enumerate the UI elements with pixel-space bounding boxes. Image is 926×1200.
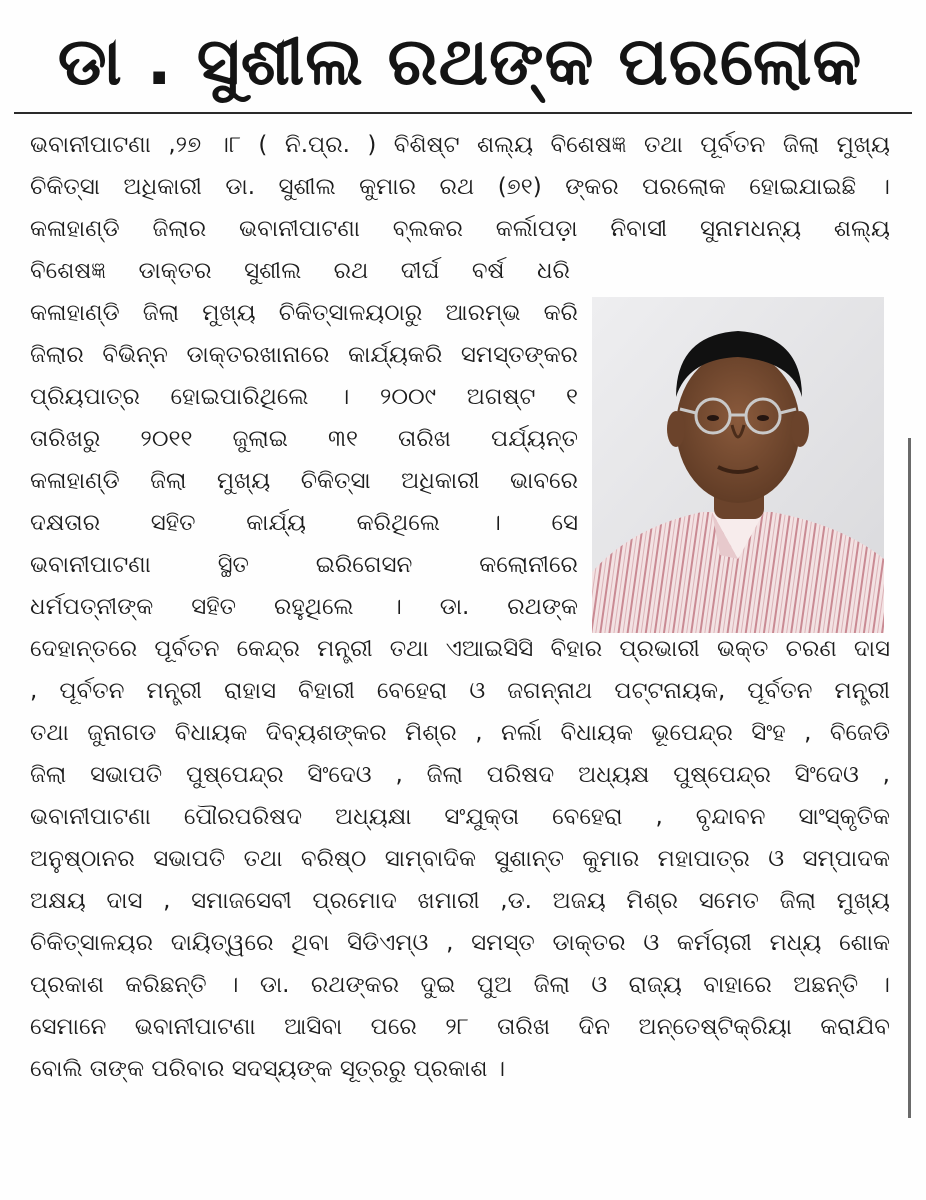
- article-line: ଭବାନୀପାଟଣା ,୨୭ ।୮ ( ନି.ପ୍ର. ) ବିଶିଷ୍ଟ ଶଲ୍ୟ ବିଶେଷଜ୍ଞ ତଥା ପୂର୍ବତନ ଜିଲା ମୁଖ୍ୟ: [30, 132, 890, 158]
- article-line: କଳାହାଣ୍ଡି ଜିଲାର ଭବାନୀପାଟଣା ବ୍ଲକର କର୍ଲାପଡ଼ା ନିବାସୀ ସୁନାମଧନ୍ୟ ଶଲ୍ୟ: [30, 216, 890, 242]
- article-line: କଳାହାଣ୍ଡି ଜିଲା ମୁଖ୍ୟ ଚିକିତ୍ସା ଅଧିକାରୀ ଭାବରେ: [30, 468, 578, 494]
- article-line: ଦକ୍ଷତାର ସହିତ କାର୍ଯ୍ୟ କରିଥିଲେ । ସେ: [30, 510, 578, 536]
- article-line: ଜିଲାର ବିଭିନ୍ନ ଡାକ୍ତରଖାନାରେ କାର୍ଯ୍ୟକରି ସମସ୍ତଙ୍କର: [30, 342, 578, 368]
- headline: ଡା . ସୁଶୀଲ ରଥଙ୍କ ପରଲୋକ: [57, 23, 863, 100]
- page-edge-rule: [908, 438, 911, 1118]
- article-line: ଦେହାନ୍ତରେ ପୂର୍ବତନ କେନ୍ଦ୍ର ମନ୍ତ୍ରୀ ତଥା ଏଆଇସିସି ବିହାର ପ୍ରଭାରୀ ଭକ୍ତ ଚରଣ ଦାସ: [30, 636, 890, 662]
- article-line: ଭବାନୀପାଟଣା ସ୍ଥିତ ଇରିଗେସନ କଲୋନୀରେ: [30, 552, 578, 578]
- article-line: ପ୍ରିୟପାତ୍ର ହୋଇପାରିଥିଲେ । ୨୦୦୯ ଅଗଷ୍ଟ ୧: [30, 384, 578, 410]
- article-line: ଚିକିତ୍ସାଳୟର ଦାୟିତ୍ୱରେ ଥିବା ସିଡିଏମ୍ଓ , ସମସ୍ତ ଡାକ୍ତର ଓ କର୍ମଚାରୀ ମଧ୍ୟ ଶୋକ: [30, 930, 890, 956]
- article-line: ଅନୁଷ୍ଠାନର ସଭାପତି ତଥା ବରିଷ୍ଠ ସାମ୍ବାଦିକ ସୁଶାନ୍ତ କୁମାର ମହାପାତ୍ର ଓ ସମ୍ପାଦକ: [30, 846, 890, 872]
- article-line: କଳାହାଣ୍ଡି ଜିଲା ମୁଖ୍ୟ ଚିକିତ୍ସାଳୟଠାରୁ ଆରମ୍ଭ କରି: [30, 300, 578, 326]
- article-line: ବୋଲି ତାଙ୍କ ପରିବାର ସଦସ୍ୟଙ୍କ ସୂତ୍ରରୁ ପ୍ରକାଶ ।: [30, 1056, 506, 1082]
- article-line: ବିଶେଷଜ୍ଞ ଡାକ୍ତର ସୁଶୀଲ ରଥ ଦୀର୍ଘ ବର୍ଷ ଧରି: [30, 258, 570, 284]
- portrait-photo: [592, 297, 884, 633]
- headline-rule: [14, 112, 912, 114]
- article-line: ଚିକିତ୍ସା ଅଧିକାରୀ ଡା. ସୁଶୀଲ କୁମାର ରଥ (୭୧) ଙ୍କର ପରଲୋକ ହୋଇଯାଇଛି ।: [30, 174, 890, 200]
- article-line: ଧର୍ମପତ୍ନୀଙ୍କ ସହିତ ରହୁଥିଲେ । ଡା. ରଥଙ୍କ: [30, 594, 578, 620]
- article-line: ଅକ୍ଷୟ ଦାସ , ସମାଜସେବୀ ପ୍ରମୋଦ ଖମାରୀ ,ଡ. ଅଜୟ ମିଶ୍ର ସମେତ ଜିଲା ମୁଖ୍ୟ: [30, 888, 890, 914]
- portrait-image: [592, 297, 884, 633]
- article-line: ତାରିଖରୁ ୨୦୧୧ ଜୁଲାଇ ୩୧ ତାରିଖ ପର୍ଯ୍ୟନ୍ତ: [30, 426, 578, 452]
- article-line: ଭବାନୀପାଟଣା ପୌରପରିଷଦ ଅଧ୍ୟକ୍ଷା ସଂଯୁକ୍ତା ବେହେରା , ବୃନ୍ଦାବନ ସାଂସ୍କୃତିକ: [30, 804, 890, 830]
- article-line: , ପୂର୍ବତନ ମନ୍ତ୍ରୀ ରାହାସ ବିହାରୀ ବେହେରା ଓ ଜଗନ୍ନାଥ ପଟ୍ଟନାୟକ, ପୂର୍ବତନ ମନ୍ତ୍ରୀ: [30, 678, 890, 704]
- article-line: ପ୍ରକାଶ କରିଛନ୍ତି । ଡା. ରଥଙ୍କର ଦୁଇ ପୁଅ ଜିଲା ଓ ରାଜ୍ୟ ବାହାରେ ଅଛନ୍ତି ।: [30, 972, 890, 998]
- article-line: ଜିଲା ସଭାପତି ପୁଷ୍ପେନ୍ଦ୍ର ସିଂଦେଓ , ଜିଲା ପରିଷଦ ଅଧ୍ୟକ୍ଷ ପୁଷ୍ପେନ୍ଦ୍ର ସିଂଦେଓ ,: [30, 762, 890, 788]
- article-line: ସେମାନେ ଭବାନୀପାଟଣା ଆସିବା ପରେ ୨୮ ତାରିଖ ଦିନ ଅନ୍ତେଷ୍ଟିକ୍ରିୟା କରାଯିବ: [30, 1014, 890, 1040]
- article-line: ତଥା ଜୁନାଗଡ ବିଧାୟକ ଦିବ୍ୟଶଙ୍କର ମିଶ୍ର , ନର୍ଲା ବିଧାୟକ ଭୂପେନ୍ଦ୍ର ସିଂହ , ବିଜେଡି: [30, 720, 890, 746]
